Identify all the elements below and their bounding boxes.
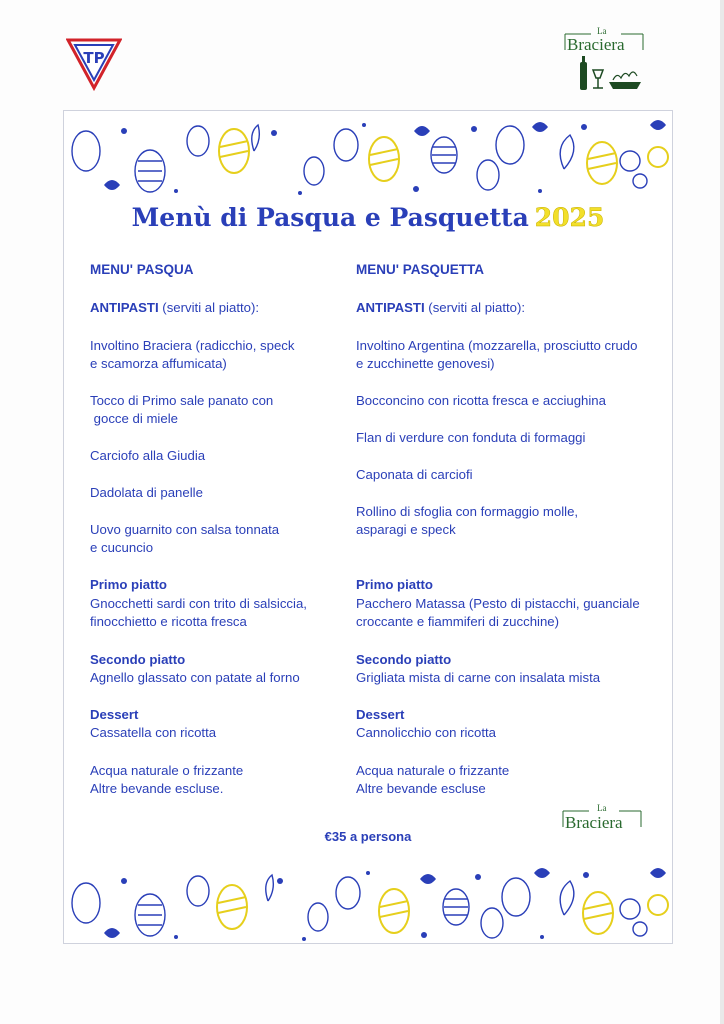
pasquetta-antipasti-note: (serviti al piatto): [428, 300, 526, 315]
pasqua-secondo-label: Secondo piatto [90, 652, 186, 667]
pasquetta-drink-a: Acqua naturale o frizzante [356, 763, 510, 778]
braciera-bottom-small: La [597, 803, 607, 813]
pasquetta-item-4: Caponata di carciofi [356, 467, 473, 482]
menu-title-main: Menù di Pasqua e Pasquetta [131, 203, 529, 232]
pasqua-dessert-label: Dessert [90, 707, 139, 722]
braciera-bottom-main: Braciera [565, 813, 623, 832]
braciera-logo [563, 24, 647, 98]
pasqua-item-2b: gocce di miele [90, 411, 178, 426]
tp-logo [66, 36, 122, 92]
pasquetta-item-1b: e zucchinette genovesi) [356, 356, 495, 371]
pasqua-item-4: Dadolata di panelle [90, 485, 203, 500]
pasquetta-item-3: Flan di verdure con fonduta di formaggi [356, 430, 586, 445]
pasqua-item-1a: Involtino Braciera (radicchio, speck [90, 338, 295, 353]
pasquetta-primo-a: Pacchero Matassa (Pesto di pistacchi, guanciale [356, 596, 640, 611]
pasqua-item-2a: Tocco di Primo sale panato con [90, 393, 274, 408]
pasqua-heading: MENU' PASQUA [90, 262, 194, 277]
pasqua-primo-a: Gnocchetti sardi con trito di salsiccia, [90, 596, 307, 611]
pasquetta-primo-b: croccante e fiammiferi di zucchine) [356, 614, 560, 629]
pasquetta-item-2: Bocconcino con ricotta fresca e acciughina [356, 393, 606, 408]
pasquetta-heading: MENU' PASQUETTA [356, 262, 484, 277]
pasqua-antipasti-note: (serviti al piatto): [162, 300, 260, 315]
pasqua-item-3: Carciofo alla Giudia [90, 448, 206, 463]
pasquetta-secondo-label: Secondo piatto [356, 652, 452, 667]
pasqua-dessert: Cassatella con ricotta [90, 725, 217, 740]
pasquetta-antipasti-label: ANTIPASTI [356, 300, 425, 315]
pasquetta-drink-b: Altre bevande escluse [356, 781, 486, 796]
braciera-logo-bottom [561, 805, 645, 841]
menu-title-year: 2025 [534, 203, 605, 232]
pasqua-primo-b: finocchietto e ricotta fresca [90, 614, 247, 629]
pasqua-drink-a: Acqua naturale o frizzante [90, 763, 244, 778]
menu-sheet [63, 110, 673, 944]
pasquetta-dessert: Cannolicchio con ricotta [356, 725, 497, 740]
pasqua-drink-b: Altre bevande escluse. [90, 781, 224, 796]
pasqua-item-5a: Uovo guarnito con salsa tonnata [90, 522, 280, 537]
pasquetta-item-5b: asparagi e speck [356, 522, 456, 537]
pasquetta-dessert-label: Dessert [356, 707, 405, 722]
tp-logo-text: TP [83, 49, 105, 67]
pasqua-item-5b: e cucuncio [90, 540, 154, 555]
menu-title [64, 203, 672, 232]
pasquetta-item-1a: Involtino Argentina (mozzarella, prosciutto crudo [356, 338, 638, 353]
pasqua-antipasti-label: ANTIPASTI [90, 300, 159, 315]
pasqua-secondo: Agnello glassato con patate al forno [90, 670, 300, 685]
easter-decoration-bottom [64, 851, 672, 943]
pasqua-antipasti [90, 299, 259, 317]
braciera-logo-small: La [597, 26, 607, 36]
pasquetta-item-5a: Rollino di sfoglia con formaggio molle, [356, 504, 579, 519]
pasquetta-secondo: Grigliata mista di carne con insalata mista [356, 670, 601, 685]
pasqua-item-1b: e scamorza affumicata) [90, 356, 227, 371]
pasqua-primo-label: Primo piatto [90, 577, 167, 592]
braciera-logo-main: Braciera [567, 35, 625, 54]
scan-edge [720, 0, 724, 1024]
pasquetta-primo-label: Primo piatto [356, 577, 433, 592]
easter-decoration-top [64, 111, 672, 203]
price-per-person: €35 a persona [324, 829, 412, 844]
pasquetta-antipasti [356, 299, 525, 317]
